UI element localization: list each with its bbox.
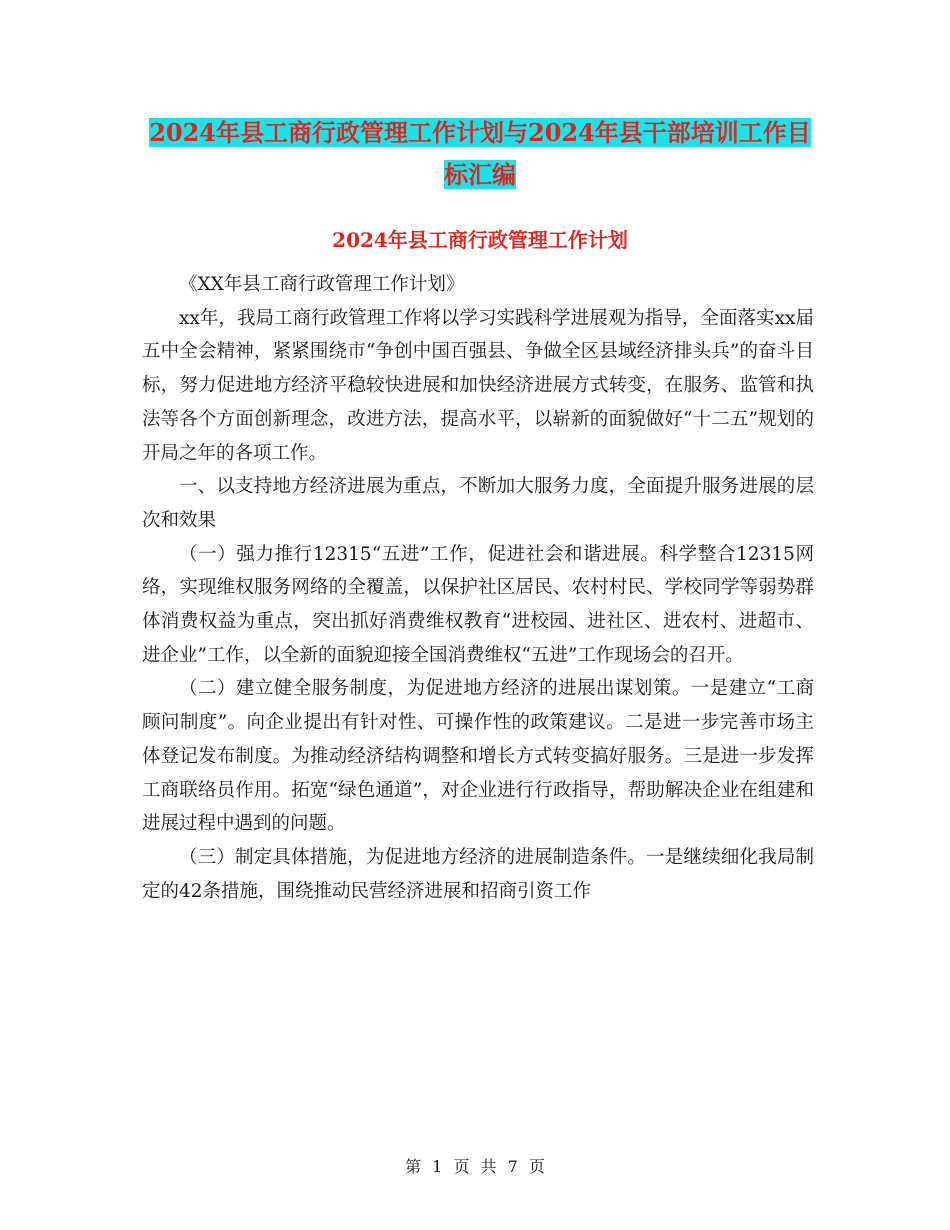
paragraph-item-2: （二）建立健全服务制度，为促进地方经济的进展出谋划策。一是建立“工商顾问制度”。向企业提出有针对性、可操作性的政策建议。二是进一步完善市场主体登记发布制度。为推动经济结构调整和增长方式转变搞好服务。三是进一步发挥工商联络员作用。拓宽“绿色通道”，对企业进行行政指导，帮助解决企业在组建和进展过程中遇到的问题。 [142, 678, 814, 835]
paragraph-item-1: （一）强力推行12315“五进”工作，促进社会和谐进展。科学整合12315网络，实现维权服务网络的全覆盖，以保护社区居民、农村村民、学校同学等弱势群体消费权益为重点，突出抓好消费维权教育“进校园、进社区、进农村、进超市、进企业”工作，以全新的面貌迎接全国消费维权“五进”工作现场会的召开。 [142, 543, 814, 666]
paragraph-intro: xx年，我局工商行政管理工作将以学习实践科学进展观为指导，全面落实xx届五中全会精神，紧紧围绕市“争创中国百强县、争做全区县域经济排头兵”的奋斗目标，努力促进地方经济平稳较快进展和加快经济进展方式转变，在服务、监管和执法等各个方面创新理念，改进方法，提高水平，以崭新的面貌做好“十二五”规划的开局之年的各项工作。 [142, 307, 814, 464]
paragraph-item-3: （三）制定具体措施，为促进地方经济的进展制造条件。一是继续细化我局制定的42条措施，围绕推动民营经济进展和招商引资工作 [142, 846, 814, 902]
document-title [140, 112, 820, 196]
section-title: 2024年县工商行政管理工作计划 [332, 228, 628, 252]
document-body [142, 268, 814, 908]
document-title-text: 2024年县工商行政管理工作计划与2024年县干部培训工作目标汇编 [149, 118, 811, 189]
paragraph-plan-name: 《XX年县工商行政管理工作计划》 [179, 274, 465, 295]
paragraph-heading-one: 一、以支持地方经济进展为重点，不断加大服务力度，全面提升服务进展的层次和效果 [142, 476, 814, 531]
page-number-footer: 第 1 页 共 7 页 [405, 1157, 545, 1176]
